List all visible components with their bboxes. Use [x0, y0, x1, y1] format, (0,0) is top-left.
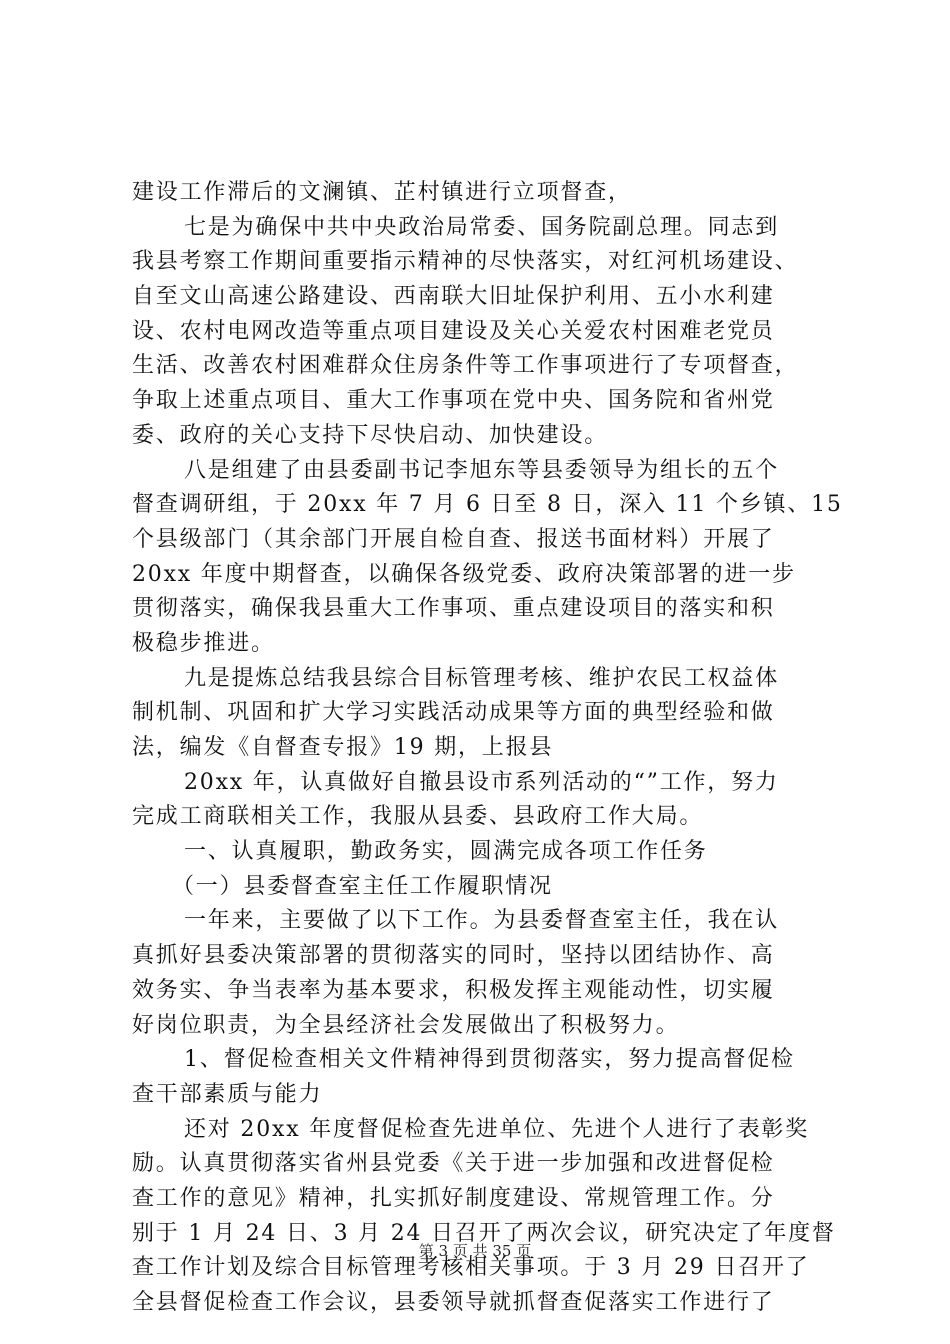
text-line: 极稳步推进。: [132, 630, 275, 656]
text-line: 委、政府的关心支持下尽快启动、加快建设。: [132, 422, 609, 448]
text-line: 完成工商联相关工作，我服从县委、县政府工作大局。: [132, 804, 704, 830]
section-heading: 一、认真履职，勤政务实，圆满完成各项工作任务: [184, 839, 708, 865]
text-line: 建设工作滞后的文澜镇、芷村镇进行立项督查，: [132, 180, 632, 205]
paragraph-start-line: 七是为确保中共中央政治局常委、国务院副总理。同志到: [184, 214, 780, 240]
text-line: 查工作计划及综合目标管理考核相关事项。于 3 月 29 日召开了: [132, 1255, 810, 1281]
paragraph-start-line: 一年来，主要做了以下工作。为县委督查室主任，我在认: [184, 908, 780, 934]
text-line: 个县级部门（其余部门开展自检自查、报送书面材料）开展了: [132, 526, 775, 552]
text-line: 督查调研组，于 20xx 年 7 月 6 日至 8 日，深入 11 个乡镇、15: [132, 492, 843, 518]
text-line: 法，编发《自督查专报》19 期，上报县: [132, 735, 554, 760]
text-line: 争取上述重点项目、重大工作事项在党中央、国务院和省州党: [132, 388, 775, 414]
item-heading: 1、督促检查相关文件精神得到贯彻落实，努力提高督促检: [184, 1047, 795, 1073]
text-line: 真抓好县委决策部署的贯彻落实的同时，坚持以团结协作、高: [132, 943, 775, 969]
text-line: 全县督促检查工作会议，县委领导就抓督查促落实工作进行了: [132, 1290, 775, 1315]
text-line: 自至文山高速公路建设、西南联大旧址保护利用、五小水利建: [132, 284, 775, 310]
text-line: 查工作的意见》精神，扎实抓好制度建设、常规管理工作。分: [132, 1185, 775, 1211]
text-line: 制机制、巩固和扩大学习实践活动成果等方面的典型经验和做: [132, 700, 775, 726]
text-line: 设、农村电网改造等重点项目建设及关心关爱农村困难老党员: [132, 318, 775, 344]
text-line: 20xx 年度中期督查，以确保各级党委、政府决策部署的进一步: [132, 561, 796, 587]
text-line: 好岗位职责，为全县经济社会发展做出了积极努力。: [132, 1012, 680, 1038]
paragraph-start-line: 九是提炼总结我县综合目标管理考核、维护农民工权益体: [184, 665, 780, 691]
text-line: 我县考察工作期间重要指示精神的尽快落实，对红河机场建设、: [132, 249, 799, 275]
text-line: 贯彻落实，确保我县重大工作事项、重点建设项目的落实和积: [132, 596, 775, 622]
text-line: 效务实、争当表率为基本要求，积极发挥主观能动性，切实履: [132, 977, 775, 1003]
paragraph-start-line: 还对 20xx 年度督促检查先进单位、先进个人进行了表彰奖: [184, 1116, 809, 1142]
paragraph-start-line: 八是组建了由县委副书记李旭东等县委领导为组长的五个: [184, 457, 780, 483]
paragraph-start-line: 20xx 年，认真做好自撤县设市系列活动的“”工作，努力: [184, 769, 779, 795]
document-body: [132, 176, 843, 1321]
text-line: 生活、改善农村困难群众住房条件等工作事项进行了专项督查，: [132, 353, 799, 379]
subsection-heading: （一）县委督查室主任工作履职情况: [172, 873, 553, 899]
text-line: 励。认真贯彻落实省州县党委《关于进一步加强和改进督促检: [132, 1151, 775, 1177]
page-number-footer: 第 3 页 共 35 页: [418, 1242, 532, 1260]
text-line: 别于 1 月 24 日、3 月 24 日召开了两次会议，研究决定了年度督: [132, 1220, 836, 1246]
text-line: 查干部素质与能力: [132, 1081, 323, 1107]
